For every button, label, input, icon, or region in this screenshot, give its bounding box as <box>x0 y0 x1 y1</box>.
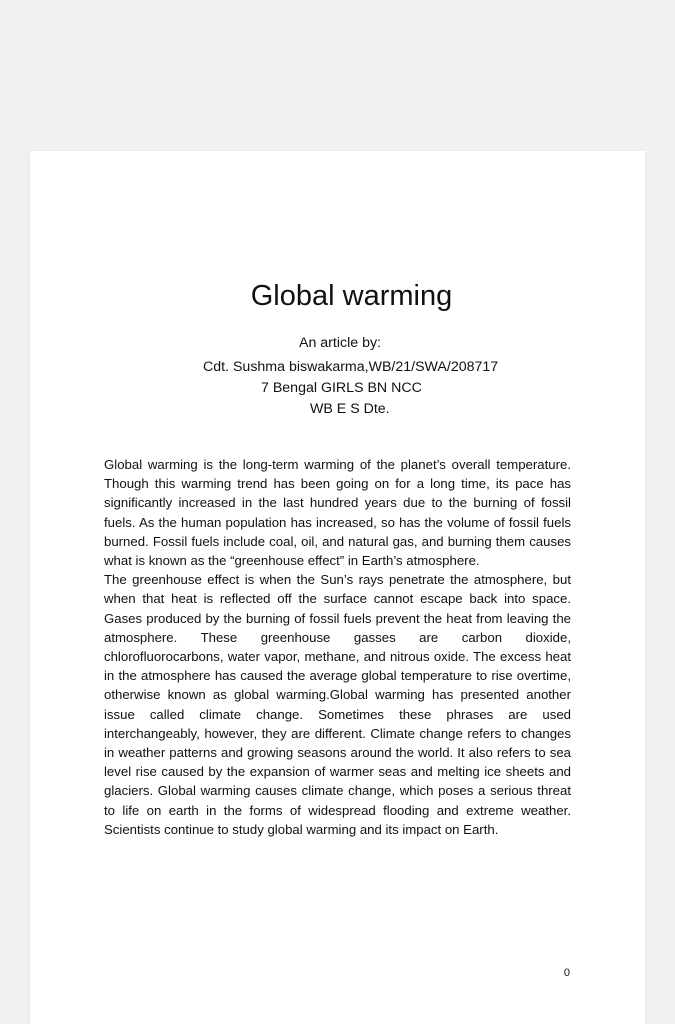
byline-directorate: WB E S Dte. <box>310 401 390 417</box>
byline-intro: An article by: <box>299 335 382 351</box>
paragraph: The greenhouse effect is when the Sun’s rays penetrate the atmosphere, but when that heat is reflected off the surface cannot escape back into space. Gases produced by the burning of fossil fuels prevent the heat from leaving the atmosphere. These greenhouse gasses are carbon dioxide, chlorofluorocarbons, water vapor, methane, and nitrous oxide. The excess heat in the atmosphere has caused the average global temperature to rise overtime, otherwise known as global warming.Global warming has presented another issue called climate change. Sometimes these phrases are used interchangeably, however, they are different. Climate change refers to changes in weather patterns and growing seasons around the world. It also refers to sea level rise caused by the expansion of warmer seas and melting ice sheets and glaciers. Global warming causes climate change, which poses a serious threat to life on earth in the forms of widespread flooding and extreme weather. Scientists continue to study global warming and its impact on Earth. <box>104 572 571 837</box>
article-body <box>104 455 571 839</box>
byline-unit: 7 Bengal GIRLS BN NCC <box>261 380 422 396</box>
page-title: Global warming <box>250 280 453 312</box>
byline-author: Cdt. Sushma biswakarma,WB/21/SWA/208717 <box>203 359 499 375</box>
document-page <box>30 151 645 1024</box>
page-number: 0 <box>563 967 570 979</box>
paragraph: Global warming is the long-term warming of the planet’s overall temperature. Though this warming trend has been going on for a long time, its pace has significantly increased in the last hundred years due to the burning of fossil fuels. As the human population has increased, so has the volume of fossil fuels burned. Fossil fuels include coal, oil, and natural gas, and burning them causes what is known as the “greenhouse effect” in Earth’s atmosphere. <box>104 457 571 569</box>
